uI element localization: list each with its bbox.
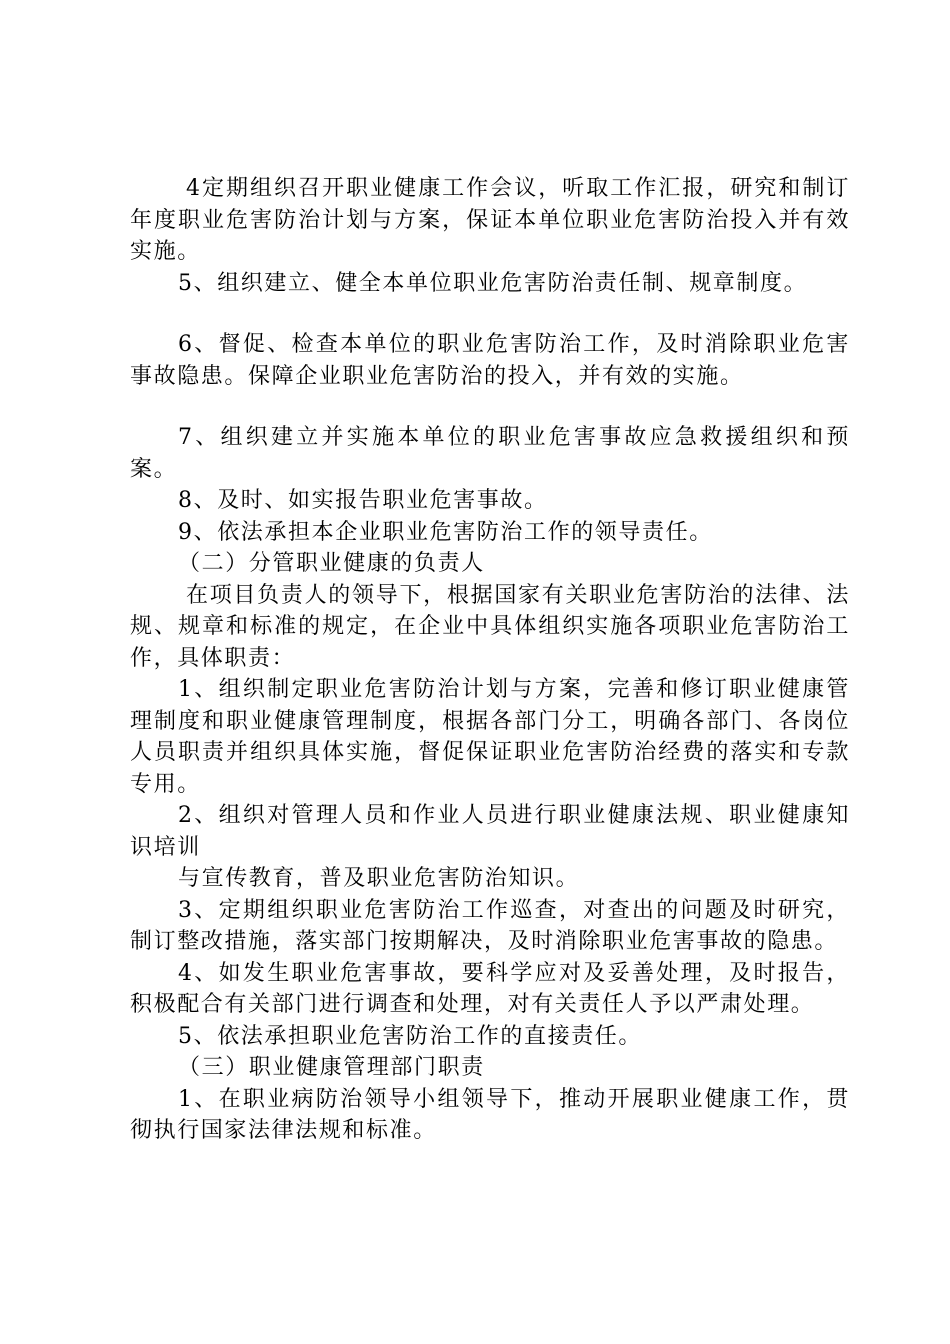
paragraph-item-8: 8、及时、如实报告职业危害事故。	[178, 488, 548, 513]
duty-item-4: 4、如发生职业危害事故，要科学应对及妥善处理，及时报告，积极配合有关部门进行调查和处理，对有关责任人予以严肃处理。	[130, 960, 850, 1017]
document-body	[130, 173, 850, 1147]
duty-item-3: 3、定期组织职业危害防治工作巡查，对查出的问题及时研究，制订整改措施，落实部门按期解决，及时消除职业危害事故的隐患。	[130, 897, 850, 954]
section-intro: 在项目负责人的领导下，根据国家有关职业危害防治的法律、法规、规章和标准的规定，在企业中具体组织实施各项职业危害防治工作，具体职责：	[130, 582, 850, 671]
paragraph-item-7: 7、组织建立并实施本单位的职业危害事故应急救援组织和预案。	[130, 425, 850, 482]
paragraph-item-4: 4定期组织召开职业健康工作会议，听取工作汇报，研究和制订年度职业危害防治计划与方案，保证本单位职业危害防治投入并有效实施。	[130, 176, 850, 264]
dept-duty-item-1: 1、在职业病防治领导小组领导下，推动开展职业健康工作，贯彻执行国家法律法规和标准。	[130, 1086, 850, 1143]
duty-item-2: 2、组织对管理人员和作业人员进行职业健康法规、职业健康知识培训	[130, 803, 850, 860]
paragraph-item-6: 6、督促、检查本单位的职业危害防治工作，及时消除职业危害事故隐患。保障企业职业危害防治的投入，并有效的实施。	[130, 332, 850, 389]
duty-item-5: 5、依法承担职业危害防治工作的直接责任。	[178, 1023, 642, 1049]
section-heading-3: （三）职业健康管理部门职责	[178, 1055, 485, 1080]
paragraph-item-9: 9、依法承担本企业职业危害防治工作的领导责任。	[178, 519, 713, 545]
paragraph-item-5: 5、组织建立、健全本单位职业危害防治责任制、规章制度。	[178, 270, 808, 296]
duty-item-2-continued: 与宣传教育，普及职业危害防治知识。	[178, 866, 580, 891]
section-heading-2: （二）分管职业健康的负责人	[178, 551, 485, 576]
duty-item-1: 1、组织制定职业危害防治计划与方案，完善和修订职业健康管理制度和职业健康管理制度，根据各部门分工，明确各部门、各岗位人员职责并组织具体实施，督促保证职业危害防治经费的落实和专款专用。	[130, 677, 850, 797]
